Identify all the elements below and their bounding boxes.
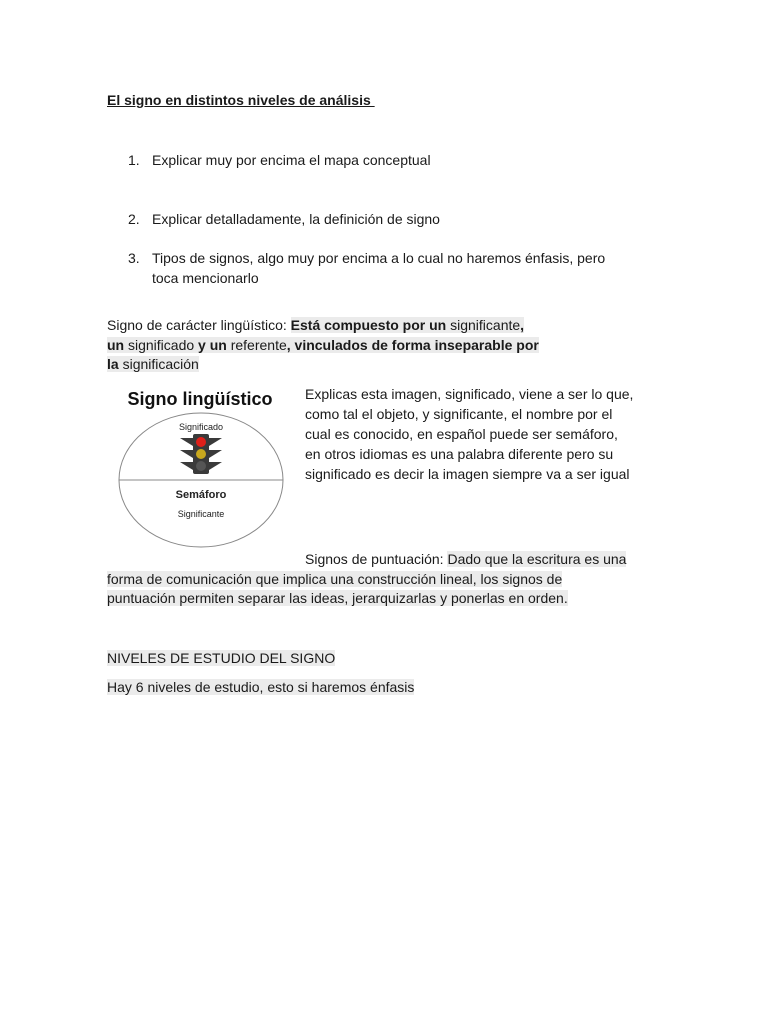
explanation-line: como tal el objeto, y significante, el nombre por el <box>305 406 613 422</box>
signo-definition-paragraph: Signo de carácter lingüístico: Está compuesto por un significante, un significado y un referente, vinculados de forma inseparable por la significación <box>107 317 539 372</box>
explanation-line: en otros idiomas es una palabra diferente pero su <box>305 446 614 462</box>
list-text: Explicar detalladamente, la definición de signo <box>152 211 440 227</box>
bold-text: Está compuesto por un <box>290 317 447 333</box>
diagram-bottom-label: Significante <box>177 509 225 519</box>
term-referente: referente <box>226 336 287 353</box>
paragraph-lead: Signo de carácter lingüístico: <box>107 317 291 333</box>
list-number: 2. <box>128 211 140 227</box>
list-text: Explicar muy por encima el mapa conceptual <box>152 152 431 168</box>
diagram-main-label: Semáforo <box>175 489 227 501</box>
diagram-top-label: Significado <box>178 422 224 432</box>
document-heading: El signo en distintos niveles de análisis <box>107 92 375 108</box>
puntuacion-paragraph: Signos de puntuación: Dado que la escritura es una forma de comunicación que implica una construcción lineal, los signos de puntuación permiten separar las ideas, jerarquizarlas y ponerlas en orden. <box>107 551 627 606</box>
list-number: 3. <box>128 250 140 266</box>
term-significacion: significación <box>118 356 199 372</box>
list-text: Tipos de signos, algo muy por encima a lo cual no haremos énfasis, pero <box>152 250 606 266</box>
niveles-text: Hay 6 niveles de estudio, esto si haremos énfasis <box>107 679 415 695</box>
list-number: 1. <box>128 152 140 168</box>
term-significado: significado <box>124 336 195 353</box>
explanation-line: cual es conocido, en español puede ser semáforo, <box>305 426 618 442</box>
signo-linguistico-diagram <box>108 384 294 552</box>
image-explanation <box>305 384 665 484</box>
niveles-heading: NIVELES DE ESTUDIO DEL SIGNO <box>107 650 336 666</box>
term-significante: significante <box>446 317 521 333</box>
explanation-line: significado es decir la imagen siempre va a ser igual <box>305 466 630 482</box>
diagram-title: Signo lingüístico <box>127 389 273 409</box>
paragraph-lead: Signos de puntuación: <box>305 551 448 567</box>
explanation-line: Explicas esta imagen, significado, viene a ser lo que, <box>305 386 634 402</box>
list-text-continued: toca mencionarlo <box>152 270 259 286</box>
